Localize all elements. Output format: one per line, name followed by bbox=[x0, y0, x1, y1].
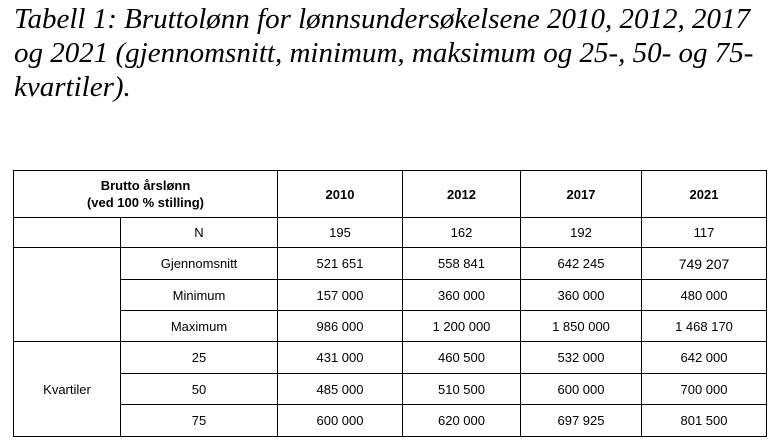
header-title-cell bbox=[14, 171, 278, 218]
table-row-q50 bbox=[14, 374, 767, 405]
table-cell: 558 841 bbox=[403, 248, 521, 280]
table-row-q75 bbox=[14, 405, 767, 437]
row-label: 75 bbox=[121, 405, 278, 437]
table-row-maximum bbox=[14, 311, 767, 342]
table-cell: 986 000 bbox=[278, 311, 403, 342]
table-cell: 1 850 000 bbox=[521, 311, 642, 342]
table-cell: 480 000 bbox=[642, 280, 767, 311]
table-caption bbox=[14, 2, 754, 104]
table-cell: 192 bbox=[521, 218, 642, 248]
header-title-line2: (ved 100 % stilling) bbox=[86, 195, 205, 210]
row-label: Maximum bbox=[121, 311, 278, 342]
row-label: Gjennomsnitt bbox=[121, 248, 278, 280]
table-cell: 360 000 bbox=[521, 280, 642, 311]
caption-text: Bruttolønn for lønnsundersøkelsene 2010, 2012, 2017 og 2021 (gjennomsnitt, minimum, maksimum og 25-, 50- og 75-kvartiler). bbox=[14, 3, 754, 103]
header-year-2017: 2017 bbox=[521, 171, 642, 218]
table-cell: 485 000 bbox=[278, 374, 403, 405]
table-cell: 521 651 bbox=[278, 248, 403, 280]
table-cell: 157 000 bbox=[278, 280, 403, 311]
header-year-2021: 2021 bbox=[642, 171, 767, 218]
header-year-2012: 2012 bbox=[403, 171, 521, 218]
table-cell: 360 000 bbox=[403, 280, 521, 311]
table-cell: 1 468 170 bbox=[642, 311, 767, 342]
empty-group-cell bbox=[14, 248, 121, 342]
table-cell: 510 500 bbox=[403, 374, 521, 405]
table-row-minimum bbox=[14, 280, 767, 311]
table-cell: 117 bbox=[642, 218, 767, 248]
table-row-mean bbox=[14, 248, 767, 280]
caption-label: Tabell 1: bbox=[14, 3, 117, 35]
quartile-group-label: Kvartiler bbox=[14, 342, 121, 437]
table-cell: 162 bbox=[403, 218, 521, 248]
row-label: 25 bbox=[121, 342, 278, 374]
wage-table bbox=[13, 170, 767, 437]
row-label: 50 bbox=[121, 374, 278, 405]
table-cell: 1 200 000 bbox=[403, 311, 521, 342]
table-row-q25 bbox=[14, 342, 767, 374]
table-cell: 700 000 bbox=[642, 374, 767, 405]
row-label: Minimum bbox=[121, 280, 278, 311]
table-cell: 801 500 bbox=[642, 405, 767, 437]
table-cell: 195 bbox=[278, 218, 403, 248]
table-cell: 431 000 bbox=[278, 342, 403, 374]
table-cell: 600 000 bbox=[521, 374, 642, 405]
table-header-row bbox=[14, 171, 767, 218]
row-label: N bbox=[121, 218, 278, 248]
header-title-line1: Brutto årslønn bbox=[100, 178, 191, 193]
table-row-n bbox=[14, 218, 767, 248]
table-cell: 697 925 bbox=[521, 405, 642, 437]
empty-group-cell bbox=[14, 218, 121, 248]
table-cell: 642 000 bbox=[642, 342, 767, 374]
table-cell: 749 207 bbox=[642, 248, 767, 280]
table-cell: 600 000 bbox=[278, 405, 403, 437]
header-year-2010: 2010 bbox=[278, 171, 403, 218]
table-cell: 532 000 bbox=[521, 342, 642, 374]
table-cell: 460 500 bbox=[403, 342, 521, 374]
table-cell: 642 245 bbox=[521, 248, 642, 280]
table-cell: 620 000 bbox=[403, 405, 521, 437]
